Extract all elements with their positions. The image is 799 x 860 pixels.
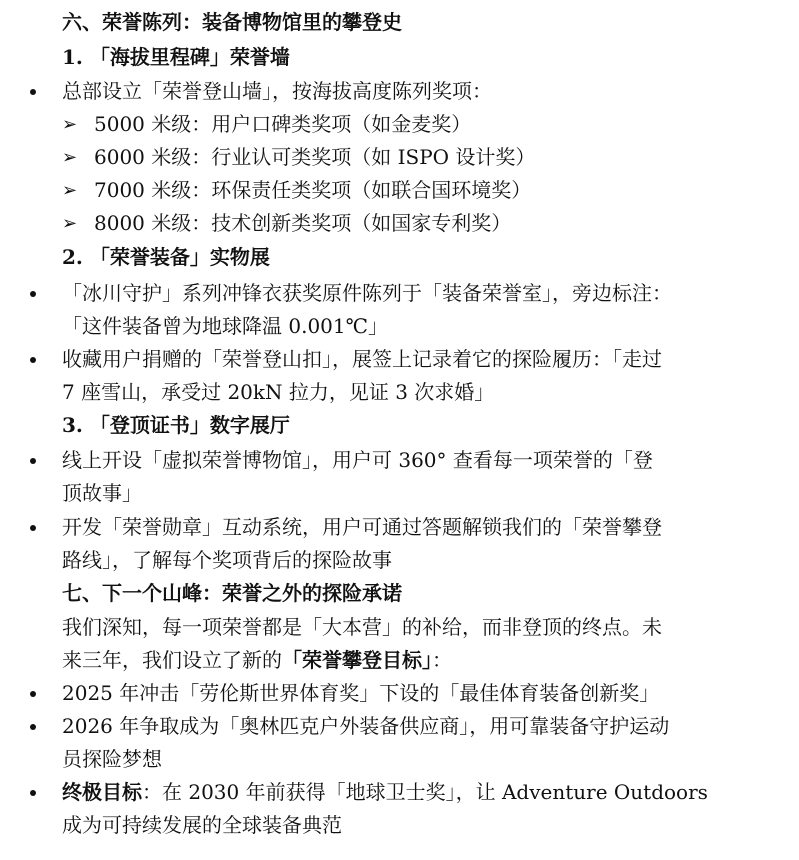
arrow-item: ➢ 6000 米级：行业认可类奖项（如 ISPO 设计奖） [0, 141, 799, 174]
list-item: 收藏用户捐赠的「荣誉登山扣」，展签上记录着它的探险履历：「走过 [0, 343, 799, 376]
list-item-continuation: 员探险梦想 [62, 747, 162, 771]
arrow-item: ➢ 5000 米级：用户口碑类奖项（如金麦奖） [0, 108, 799, 141]
list-item: 终极目标：在 2030 年前获得「地球卫士奖」，让 Adventure Outdoors [0, 776, 799, 809]
arrow-bullet-icon: ➢ [62, 213, 78, 234]
subheading-gear-exhibit: 2. 「荣誉装备」实物展 [62, 245, 270, 269]
arrow-bullet-icon: ➢ [62, 114, 78, 135]
arrow-bullet-icon: ➢ [62, 147, 78, 168]
subheading-digital-hall: 3. 「登顶证书」数字展厅 [62, 413, 290, 437]
list-item: 开发「荣誉勋章」互动系统，用户可通过答题解锁我们的「荣誉攀登 [0, 511, 799, 544]
intro-paragraph-line: 来三年，我们设立了新的「荣誉攀登目标」： [62, 648, 452, 672]
list-item: 总部设立「荣誉登山墙」，按海拔高度陈列奖项： [0, 75, 799, 108]
bullet-icon [30, 89, 36, 95]
list-item-continuation: 路线」，了解每个奖项背后的探险故事 [62, 548, 392, 572]
list-item: 「冰川守护」系列冲锋衣获奖原件陈列于「装备荣誉室」，旁边标注： [0, 277, 799, 310]
bullet-icon [30, 458, 36, 464]
bullet-icon [30, 724, 36, 730]
bullet-icon [30, 691, 36, 697]
list-item: 2025 年冲击「劳伦斯世界体育奖」下设的「最佳体育装备创新奖」 [0, 677, 799, 710]
bullet-icon [30, 291, 36, 297]
bullet-icon [30, 357, 36, 363]
intro-paragraph-line: 我们深知，每一项荣誉都是「大本营」的补给，而非登顶的终点。未 [62, 615, 662, 639]
list-item: 线上开设「虚拟荣誉博物馆」，用户可 360° 查看每一项荣誉的「登 [0, 444, 799, 477]
arrow-item: ➢ 8000 米级：技术创新类奖项（如国家专利奖） [0, 207, 799, 240]
arrow-bullet-icon: ➢ [62, 180, 78, 201]
list-item-continuation: 「这件装备曾为地球降温 0.001℃」 [62, 314, 388, 338]
list-item-continuation: 顶故事」 [62, 481, 142, 505]
section6-heading: 六、荣誉陈列：装备博物馆里的攀登史 [62, 10, 402, 34]
list-item-continuation: 7 座雪山，承受过 20kN 拉力，见证 3 次求婚」 [62, 380, 495, 404]
bullet-icon [30, 790, 36, 796]
subheading-honor-wall: 1. 「海拔里程碑」荣誉墙 [62, 45, 290, 69]
list-item-continuation: 成为可持续发展的全球装备典范 [62, 813, 342, 837]
bullet-icon [30, 525, 36, 531]
list-item: 2026 年争取成为「奥林匹克户外装备供应商」，用可靠装备守护运动 [0, 710, 799, 743]
arrow-item: ➢ 7000 米级：环保责任类奖项（如联合国环境奖） [0, 174, 799, 207]
section7-heading: 七、下一个山峰：荣誉之外的探险承诺 [62, 581, 402, 605]
